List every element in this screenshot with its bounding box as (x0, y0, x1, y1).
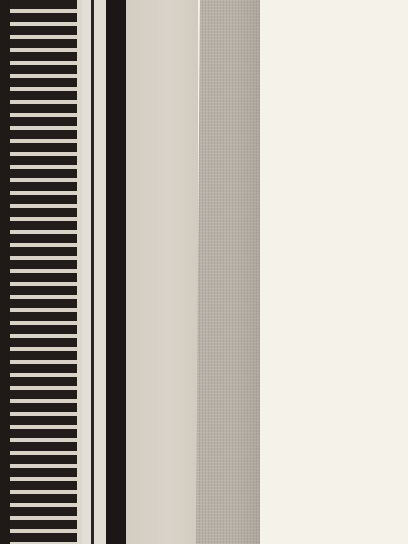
ladder-rungs-pattern (10, 0, 78, 544)
thick-black-stripe (106, 0, 126, 544)
ladder-spine (0, 0, 10, 544)
beige-paper-band (126, 0, 198, 544)
pale-gap-left (82, 0, 91, 544)
linen-shadow (236, 0, 262, 544)
pale-gap-right (94, 0, 106, 544)
ladder-border-band (0, 0, 82, 544)
cream-page-area (260, 0, 408, 544)
